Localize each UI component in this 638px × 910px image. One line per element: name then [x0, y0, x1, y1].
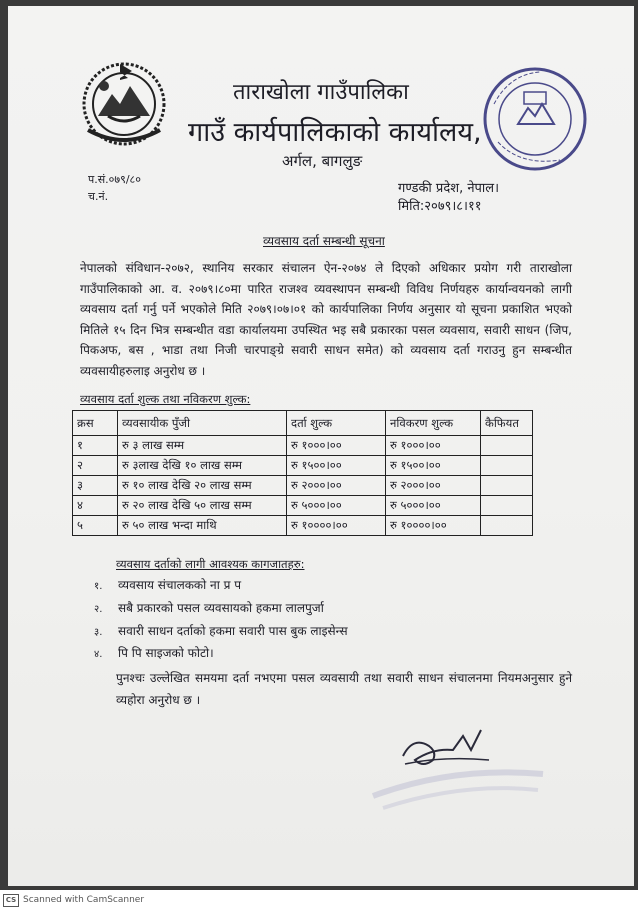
- list-item-number: २.: [94, 604, 103, 615]
- fee-table: [72, 410, 533, 536]
- table-row: [73, 496, 533, 516]
- required-documents-heading: व्यवसाय दर्ताको लागी आवश्यक कागजातहरु:: [116, 557, 305, 571]
- fee-table-heading: व्यवसाय दर्ता शुल्क तथा नविकरण शुल्क:: [80, 392, 251, 406]
- office-name: ताराखोला गाउँपालिका: [233, 80, 409, 105]
- list-item-text: पि पि साइजको फोटो।: [118, 646, 214, 660]
- cell-serial: ४: [73, 496, 118, 516]
- list-item-number: ४.: [94, 649, 103, 660]
- cell-registration-fee: रु १०००।००: [287, 436, 386, 456]
- cell-renewal-fee: रु ५०००।००: [386, 496, 481, 516]
- notice-body: नेपालको संविधान-२०७२, स्थानिय सरकार संचालन ऐन-२०७४ ले दिएको अधिकार प्रयोग गरी ताराखोला गाउँपालिकाको आ. व. २०७९।८०मा पारित राजश्व व्यवस्थापन सम्बन्धी विविध निर्णयहरु कार्यान्वयनको लागी व्यवसाय दर्ता गर्नु पर्ने भएकोले मिति २०७९।०७।०१ को कार्यपालिका निर्णय अनुसार यो सूचना प्रकाशित भएको मितिले १५ दिन भित्र सम्बन्धीत वडा कार्यालयमा उपस्थित भइ सबै प्रकारका पसल व्यवसाय, सवारी साधन (जिप, पिकअफ, बस , भाडा तथा निजी चारपाङ्ग्रे सवारी साधन समेत) को व्यवसाय दर्ता गराउनु हुन सम्बन्धीत व्यवसायीहरुलाइ अनुरोध छ ।: [80, 261, 572, 378]
- province: गण्डकी प्रदेश, नेपाल।: [398, 181, 500, 196]
- postscript: पुनश्चः उल्लेखित समयमा दर्ता नभएमा पसल व्यवसायी तथा सवारी साधन संचालनमा नियमअनुसार हुने व्यहोरा अनुरोध छ ।: [116, 671, 572, 707]
- cell-renewal-fee: रु २०००।००: [386, 476, 481, 496]
- cell-serial: १: [73, 436, 118, 456]
- scanner-footer: [0, 890, 638, 910]
- list-item-number: ३.: [94, 627, 103, 638]
- list-item: [94, 622, 348, 639]
- office-address: अर्गल, बागलुङ: [282, 152, 363, 170]
- list-item: [94, 576, 241, 593]
- column-header-registration-fee: दर्ता शुल्क: [287, 411, 386, 436]
- cell-registration-fee: रु २०००।००: [287, 476, 386, 496]
- list-item: [94, 599, 324, 616]
- cell-registration-fee: रु ५०००।००: [287, 496, 386, 516]
- cell-remarks: [481, 456, 533, 476]
- table-row: [73, 516, 533, 536]
- scanner-label: Scanned with CamScanner: [23, 895, 145, 905]
- table-row: [73, 436, 533, 456]
- cell-serial: २: [73, 456, 118, 476]
- office-seal-stamp: [480, 64, 590, 174]
- column-header-renewal-fee: नविकरण शुल्क: [386, 411, 481, 436]
- cell-remarks: [481, 516, 533, 536]
- nepal-emblem-icon: [78, 56, 170, 148]
- table-row: [73, 456, 533, 476]
- column-header-capital: व्यवसायीक पुँजी: [118, 411, 287, 436]
- cell-remarks: [481, 496, 533, 516]
- column-header-serial: क्रस: [73, 411, 118, 436]
- reference-number: प.सं.०७९/८०: [88, 173, 141, 186]
- table-header-row: [73, 411, 533, 436]
- cell-registration-fee: रु १००००।००: [287, 516, 386, 536]
- cell-registration-fee: रु १५००।००: [287, 456, 386, 476]
- cell-renewal-fee: रु १०००।००: [386, 436, 481, 456]
- notice-title: व्यवसाय दर्ता सम्बन्धी सूचना: [263, 234, 385, 248]
- list-item: [94, 644, 214, 661]
- column-header-remarks: कैफियत: [481, 411, 533, 436]
- table-row: [73, 476, 533, 496]
- list-item-text: व्यवसाय संचालकको ना प्र प: [118, 578, 242, 592]
- document-page: [8, 6, 634, 886]
- cell-remarks: [481, 436, 533, 456]
- cell-serial: ३: [73, 476, 118, 496]
- office-title: गाउँ कार्यपालिकाको कार्यालय,: [188, 117, 482, 148]
- cell-capital: रु २० लाख देखि ५० लाख सम्म: [118, 496, 287, 516]
- document-date: मिति:२०७९।८।११: [398, 199, 482, 214]
- list-item-text: सवारी साधन दर्ताको हकमा सवारी पास बुक लाइसेन्स: [118, 624, 348, 638]
- cell-capital: रु ३लाख देखि १० लाख सम्म: [118, 456, 287, 476]
- cell-serial: ५: [73, 516, 118, 536]
- cell-renewal-fee: रु १००००।००: [386, 516, 481, 536]
- list-item-number: १.: [94, 581, 103, 592]
- cell-capital: रु १० लाख देखि २० लाख सम्म: [118, 476, 287, 496]
- dispatch-number: च.नं.: [88, 190, 109, 203]
- cell-remarks: [481, 476, 533, 496]
- faint-office-stamp: [363, 746, 553, 816]
- cell-renewal-fee: रु १५००।००: [386, 456, 481, 476]
- cell-capital: रु ५० लाख भन्दा माथि: [118, 516, 287, 536]
- camscanner-logo-icon: CS: [3, 894, 19, 907]
- cell-capital: रु ३ लाख सम्म: [118, 436, 287, 456]
- list-item-text: सबै प्रकारको पसल व्यवसायको हकमा लालपुर्जा: [118, 601, 324, 615]
